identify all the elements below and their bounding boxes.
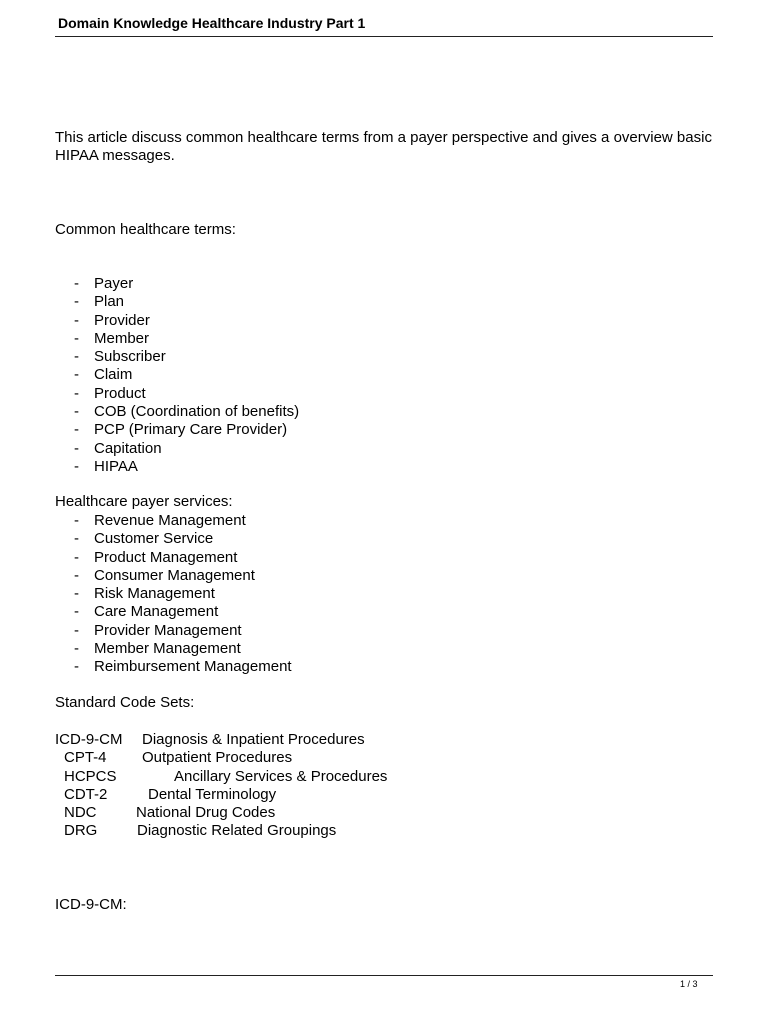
code-set-description: National Drug Codes — [136, 804, 276, 821]
code-set-description: Outpatient Procedures — [142, 749, 293, 766]
intro-paragraph: This article discuss common healthcare terms from a payer perspective and gives a overview basic HIPAA messages. — [55, 129, 712, 165]
code-set-code: NDC — [64, 804, 97, 821]
code-set-code: ICD-9-CM — [55, 731, 123, 748]
code-set-description: Diagnostic Related Groupings — [137, 822, 337, 839]
code-set-code: CDT-2 — [64, 786, 108, 803]
code-set-description: Dental Terminology — [148, 786, 277, 803]
services-heading: Healthcare payer services: — [55, 493, 233, 510]
code-set-code: CPT-4 — [64, 749, 107, 766]
footer-divider — [55, 975, 713, 976]
icd-section-heading: ICD-9-CM: — [55, 896, 127, 913]
code-set-description: Diagnosis & Inpatient Procedures — [142, 731, 365, 748]
header-divider — [55, 36, 713, 37]
code-set-code: HCPCS — [64, 768, 117, 785]
code-sets-heading: Standard Code Sets: — [55, 694, 195, 711]
page-header-title: Domain Knowledge Healthcare Industry Part 1 — [58, 15, 366, 31]
code-set-description: Ancillary Services & Procedures — [174, 768, 388, 785]
code-set-code: DRG — [64, 822, 98, 839]
page-number: 1 / 3 — [680, 979, 698, 989]
terms-heading: Common healthcare terms: — [55, 221, 236, 238]
